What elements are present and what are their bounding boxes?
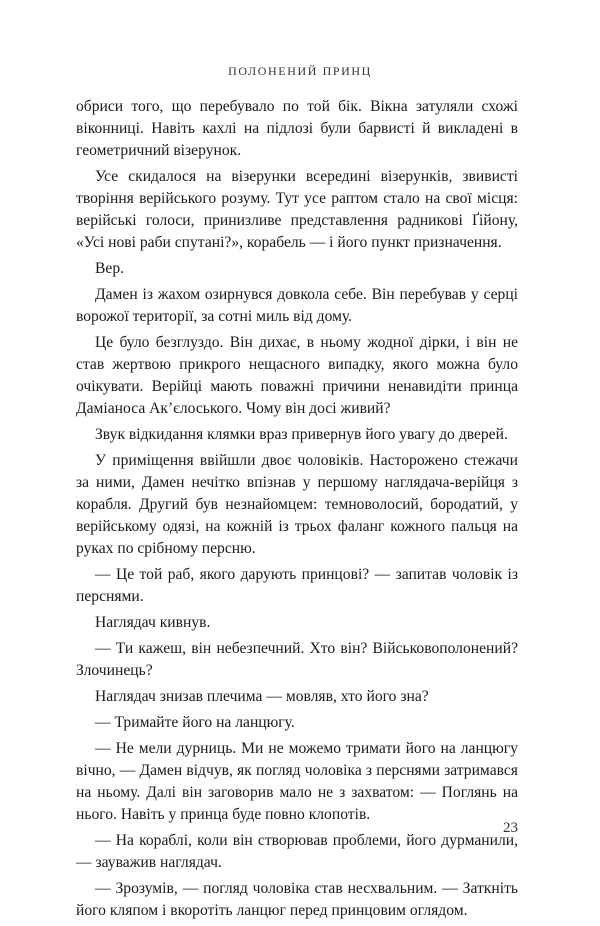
paragraph: Усе скидалося на візерунки всередині візерунків, звивисті творіння верійського розуму. Тут усе раптом стало на свої місця: верійські голоси, принизливе представлення радникові Ґійону, «Усі нові раби спутані?», корабель — і його пункт призначення. (76, 168, 518, 251)
body-text (76, 96, 518, 926)
paragraph: обриси того, що перебувало по той бік. Вікна затуляли схожі віконниці. Навіть кахлі на підлозі були барвисті й викладені в геометричний візерунок. (76, 98, 518, 159)
paragraph: У приміщення ввійшли двоє чоловіків. Насторожено стежачи за ними, Дамен нечітко впізнав у першому наглядача-верійця з корабля. Другий був незнайомцем: темноволосий, бородатий, у верійському одязі, на кожній із трьох фаланг кожного пальця на руках по срібному персню. (76, 452, 518, 557)
paragraph: — Не мели дурниць. Ми не можемо тримати його на ланцюгу вічно, — Дамен відчув, як погляд чоловіка з перснями затримався на ньому. Далі він заговорив мало не з захватом: — Поглянь на нього. Навіть у принца буде повно клопотів. (76, 740, 518, 823)
paragraph: Звук відкидання клямки враз привернув його увагу до дверей. (95, 426, 508, 443)
paragraph: — Це той раб, якого дарують принцові? — запитав чоловік із перснями. (76, 566, 518, 605)
paragraph: Дамен із жахом озирнувся довкола себе. Він перебував у серці ворожої території, за сотні миль від дому. (76, 286, 518, 325)
paragraph: — Тримайте його на ланцюгу. (95, 714, 295, 731)
page-number: 23 (503, 820, 518, 836)
paragraph: Вер. (95, 260, 125, 277)
paragraph: Наглядач кивнув. (95, 614, 211, 631)
paragraph: Це було безглуздо. Він дихає, в ньому жодної дірки, і він не став жертвою прикрого нещасного випадку, якого можна було очікувати. Верійці мають поважні причини ненавидіти принца Даміаноса Ак’єлоського. Чому він досі живий? (76, 334, 518, 417)
running-head: ПОЛОНЕНИЙ ПРИНЦ (228, 64, 372, 78)
paragraph: — На кораблі, коли він створював проблеми, його дурманили, — зауважив наглядач. (76, 832, 518, 871)
paragraph: Наглядач знизав плечима — мовляв, хто його зна? (95, 688, 429, 705)
paragraph: — Ти кажеш, він небезпечний. Хто він? Військовополонений? Злочинець? (76, 640, 518, 679)
paragraph: — Зрозумів, — погляд чоловіка став несхвальним. — Заткніть його кляпом і вкоротіть ланцюг перед принцовим оглядом. (76, 880, 518, 919)
